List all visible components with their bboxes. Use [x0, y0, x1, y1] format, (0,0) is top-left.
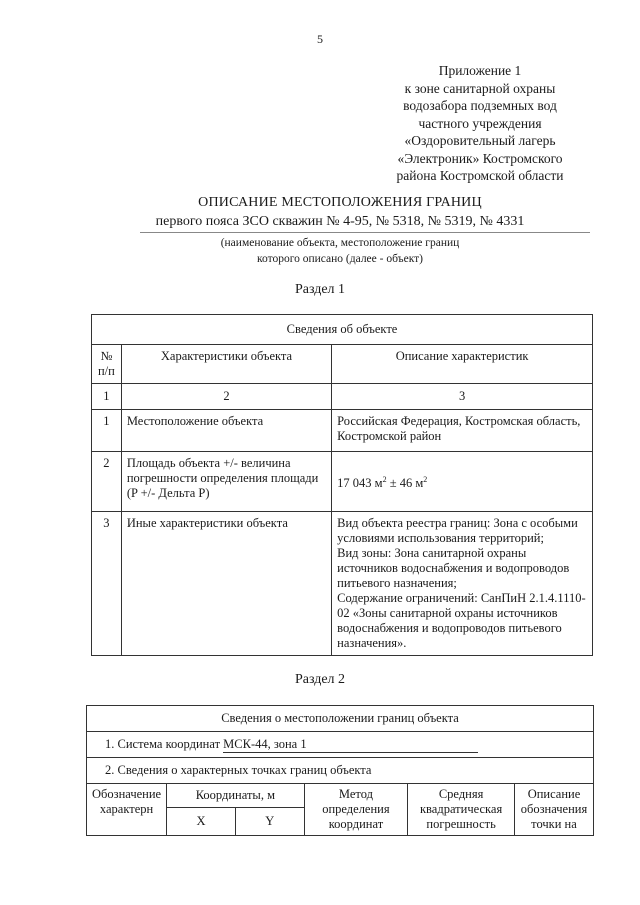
row-char: Местоположение объекта	[121, 410, 331, 452]
coordinate-system-row	[87, 732, 594, 758]
col-rmse-header: Средняя квадратическая погрешность	[408, 784, 515, 836]
col-index: 1	[92, 384, 122, 410]
col-desc-header: Описание характеристик	[332, 345, 593, 384]
object-info-table	[91, 314, 593, 656]
desc-line: Вид зоны: Зона санитарной охраны источников водоснабжения и водопроводов питьевого назначения;	[337, 546, 570, 590]
col-x-header: X	[167, 807, 236, 835]
section1-title: Раздел 1	[294, 282, 346, 297]
table-row	[92, 410, 593, 452]
col-description-header: Описание обозначения точки на	[514, 784, 593, 836]
row-desc-area	[332, 452, 593, 512]
document-subtitle: первого пояса ЗСО скважин № 4-95, № 5318, № 5319, № 4331	[155, 214, 525, 229]
row-desc: Российская Федерация, Костромская область, Костромской район	[332, 410, 593, 452]
document-title: ОПИСАНИЕ МЕСТОПОЛОЖЕНИЯ ГРАНИЦ	[198, 195, 482, 210]
appendix-line: района Костромской области	[396, 168, 564, 183]
table-row	[92, 512, 593, 656]
row-num: 2	[92, 452, 122, 512]
table-row	[92, 452, 593, 512]
area-unit-sup: 2	[382, 474, 387, 484]
row-num: 1	[92, 410, 122, 452]
appendix-line: водозабора подземных вод	[403, 98, 557, 113]
points-info-row: 2. Сведения о характерных точках границ объекта	[87, 758, 594, 784]
section2-title: Раздел 2	[294, 672, 346, 687]
appendix-line: к зоне санитарной охраны	[404, 80, 556, 96]
boundary-table	[86, 705, 594, 836]
row-char: Площадь объекта +/- величина погрешности определения площади (P +/- Дельта P)	[121, 452, 331, 512]
col-designation-header: Обозначение характерн	[87, 784, 167, 836]
desc-line: Вид объекта реестра границ: Зона с особыми условиями использования территорий;	[337, 516, 578, 545]
object-info-header: Сведения об объекте	[92, 315, 593, 345]
note-line: которого описано (далее - объект)	[256, 253, 424, 265]
appendix-line: частного учреждения	[418, 115, 542, 131]
col-index: 2	[121, 384, 331, 410]
col-char-header: Характеристики объекта	[121, 345, 331, 384]
appendix-line: «Электроник» Костромского	[397, 150, 563, 166]
area-value: 17 043 м	[337, 476, 383, 491]
appendix-line: Приложение 1	[438, 63, 522, 78]
area-error: ± 46 м	[386, 476, 424, 491]
coordinate-system-label: 1. Система координат	[105, 736, 224, 751]
document-note	[100, 235, 580, 267]
col-coords-header: Координаты, м	[167, 784, 305, 808]
col-method-header: Метод определения координат	[304, 784, 408, 836]
subtitle-underline	[140, 232, 590, 233]
coordinate-system-value: МСК-44, зона 1	[223, 737, 478, 753]
page-number: 5	[317, 32, 323, 46]
appendix-block	[360, 62, 600, 185]
row-desc-list	[332, 512, 593, 656]
note-line: (наименование объекта, местоположение границ	[220, 237, 460, 249]
boundary-header: Сведения о местоположении границ объекта	[87, 706, 594, 732]
page-cutoff	[86, 843, 594, 905]
desc-line: Содержание ограничений: СанПиН 2.1.4.1110-02 «Зоны санитарной охраны источников водоснабжения и водопроводов питьевого назначения».	[337, 591, 586, 650]
appendix-line: «Оздоровительный лагерь	[404, 133, 556, 148]
area-error-sup: 2	[423, 474, 428, 484]
col-index: 3	[332, 384, 593, 410]
row-char: Иные характеристики объекта	[121, 512, 331, 656]
row-num: 3	[92, 512, 122, 656]
col-num-header: № п/п	[92, 345, 122, 384]
col-y-header: Y	[235, 807, 304, 835]
